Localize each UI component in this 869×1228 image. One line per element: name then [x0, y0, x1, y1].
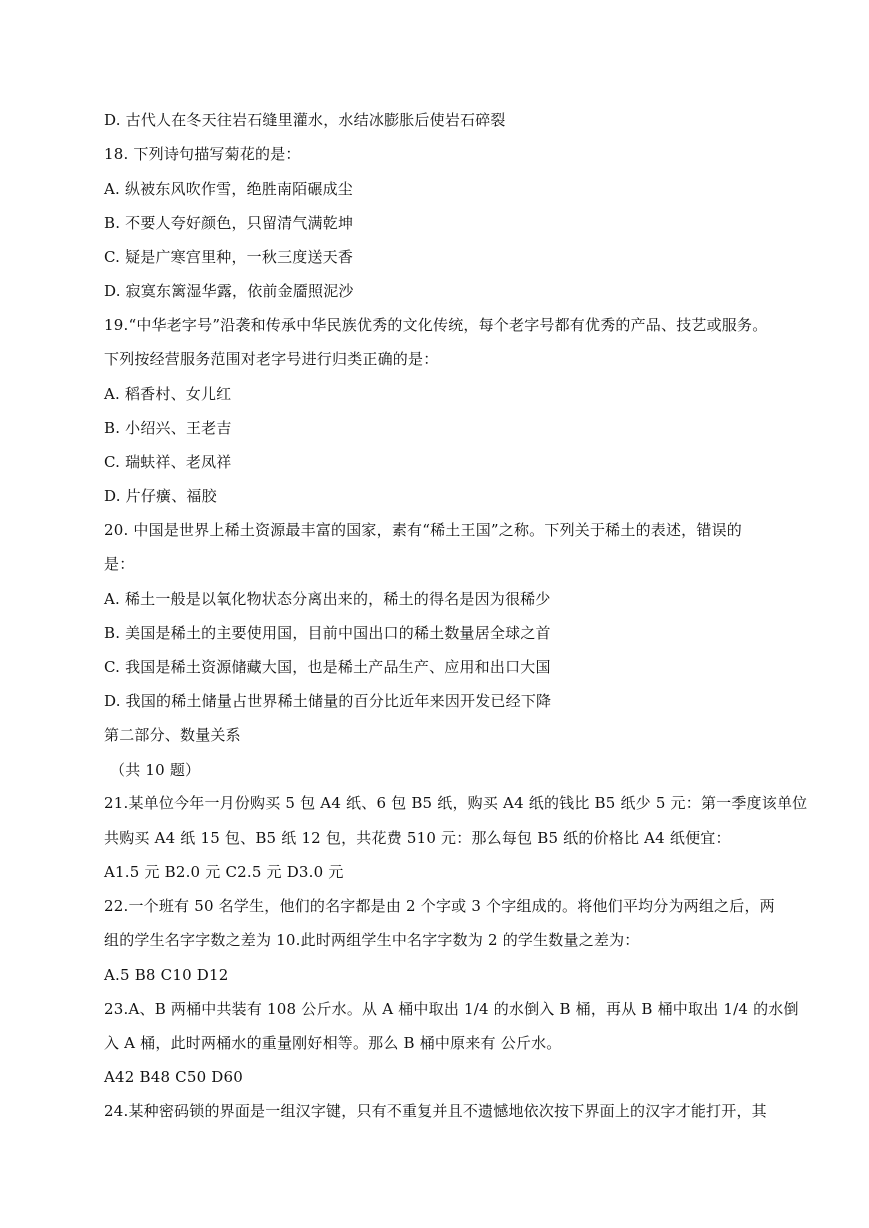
section-heading: 第二部分、数量关系	[104, 726, 241, 744]
question-20-line-2: 是：	[104, 555, 135, 573]
question-21-line-2: 共购买 A4 纸 15 包、B5 纸 12 包，共花费 510 元：那么每包 B5 纸的价格比 A4 纸便宜：	[104, 829, 731, 847]
options-21: A1.5 元 B2.0 元 C2.5 元 D3.0 元	[104, 863, 344, 881]
question-21-line-1: 21.某单位今年一月份购买 5 包 A4 纸、6 包 B5 纸，购买 A4 纸的钱比 B5 纸少 5 元：第一季度该单位	[104, 794, 808, 812]
question-19-line-1: 19.“中华老字号”沿袭和传承中华民族优秀的文化传统，每个老字号都有优秀的产品、技艺或服务。	[104, 316, 768, 334]
option-19d: D. 片仔癀、福胶	[104, 487, 217, 505]
option-20b: B. 美国是稀土的主要使用国，目前中国出口的稀土数量居全球之首	[104, 624, 551, 642]
option-20d: D. 我国的稀土储量占世界稀土储量的百分比近年来因开发已经下降	[104, 692, 552, 710]
option-20a: A. 稀土一般是以氧化物状态分离出来的，稀土的得名是因为很稀少	[104, 590, 551, 608]
options-23: A42 B48 C50 D60	[104, 1068, 244, 1086]
option-18d: D. 寂寞东篱湿华露，依前金靥照泥沙	[104, 282, 354, 300]
section-count: （共 10 题）	[110, 761, 201, 779]
option-20c: C. 我国是稀土资源储藏大国，也是稀土产品生产、应用和出口大国	[104, 658, 551, 676]
option-19a: A. 稻香村、女儿红	[104, 385, 232, 403]
option-17d: D. 古代人在冬天往岩石缝里灌水，水结冰膨胀后使岩石碎裂	[104, 111, 506, 129]
option-19b: B. 小绍兴、王老吉	[104, 419, 232, 437]
question-22-line-1: 22.一个班有 50 名学生，他们的名字都是由 2 个字或 3 个字组成的。将他们平均分为两组之后，两	[104, 897, 775, 915]
option-18b: B. 不要人夸好颜色，只留清气满乾坤	[104, 214, 354, 232]
option-19c: C. 瑞蚨祥、老凤祥	[104, 453, 232, 471]
question-23-line-2: 入 A 桶，此时两桶水的重量刚好相等。那么 B 桶中原来有 公斤水。	[104, 1034, 562, 1052]
question-24-line-1: 24.某种密码锁的界面是一组汉字键，只有不重复并且不遗憾地依次按下界面上的汉字才能打开，其	[104, 1102, 767, 1120]
question-20-line-1: 20. 中国是世界上稀土资源最丰富的国家，素有“稀土王国”之称。下列关于稀土的表述，错误的	[104, 521, 742, 539]
question-18: 18. 下列诗句描写菊花的是：	[104, 145, 301, 163]
question-22-line-2: 组的学生名字字数之差为 10.此时两组学生中名字字数为 2 的学生数量之差为：	[104, 931, 640, 949]
option-18c: C. 疑是广寒宫里种，一秋三度送天香	[104, 248, 354, 266]
question-23-line-1: 23.A、B 两桶中共装有 108 公斤水。从 A 桶中取出 1/4 的水倒入 B 桶，再从 B 桶中取出 1/4 的水倒	[104, 1000, 799, 1018]
option-18a: A. 纵被东风吹作雪，绝胜南陌碾成尘	[104, 180, 353, 198]
question-19-line-2: 下列按经营服务范围对老字号进行归类正确的是：	[104, 350, 439, 368]
options-22: A.5 B8 C10 D12	[104, 966, 229, 984]
